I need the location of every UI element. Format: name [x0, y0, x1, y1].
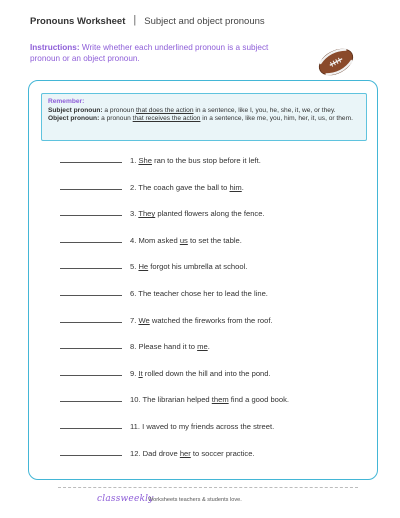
underlined-pronoun: me — [197, 342, 208, 352]
list-item — [60, 236, 360, 263]
answer-blank[interactable] — [60, 375, 122, 376]
question-pre: 2. The coach gave the ball to — [130, 182, 230, 192]
remember-title: Remember: — [48, 98, 85, 105]
question-pre: 11. I waved to my friends across the street. — [130, 421, 275, 431]
question-text — [130, 209, 265, 218]
object-post: in a sentence, like me, you, him, her, it, us, or them. — [200, 115, 353, 123]
instructions-label: Instructions: — [30, 43, 80, 52]
question-post: watched the fireworks from the roof. — [149, 315, 273, 325]
question-text — [130, 236, 242, 245]
list-item — [60, 262, 360, 289]
question-pre: 6. The teacher chose her to lead the line. — [130, 288, 268, 298]
underlined-pronoun: He — [138, 262, 149, 272]
question-pre: 8. Please hand it to — [130, 342, 198, 352]
underlined-pronoun: We — [138, 315, 150, 325]
object-underline: that receives the action — [132, 115, 201, 123]
answer-blank[interactable] — [60, 242, 122, 243]
question-post: ran to the bus stop before it left. — [151, 156, 261, 165]
question-text — [130, 156, 261, 165]
list-item — [60, 209, 360, 236]
object-pre: a pronoun — [99, 115, 133, 123]
subject-definition — [48, 107, 360, 116]
question-post: find a good book. — [228, 395, 290, 405]
answer-blank[interactable] — [60, 455, 122, 456]
underlined-pronoun: her — [179, 448, 191, 458]
answer-blank[interactable] — [60, 428, 122, 429]
worksheet-title: Pronouns Worksheet — [30, 15, 126, 27]
subject-pre: a pronoun — [102, 106, 136, 114]
brand-logo: classweekly — [97, 494, 154, 504]
question-pre: 10. The librarian helped — [130, 395, 212, 405]
footer-tagline: Worksheets teachers & students love. — [148, 497, 242, 503]
list-item — [60, 342, 360, 369]
list-item — [60, 369, 360, 396]
question-post: to soccer practice. — [190, 448, 255, 458]
question-pre: 12. Dad drove — [130, 448, 180, 458]
question-post: . — [207, 342, 210, 352]
question-text — [130, 289, 268, 298]
list-item — [60, 316, 360, 343]
object-definition — [48, 115, 360, 124]
question-pre: 7. — [130, 315, 139, 325]
answer-blank[interactable] — [60, 348, 122, 349]
question-post: forgot his umbrella at school. — [148, 262, 248, 272]
question-pre: 4. Mom asked — [130, 235, 180, 245]
footer-divider — [58, 487, 358, 488]
subject-term: Subject pronoun: — [48, 106, 103, 114]
worksheet-header — [30, 14, 380, 28]
question-text — [130, 422, 274, 431]
question-text — [130, 369, 271, 378]
question-pre: 9. — [130, 368, 139, 378]
worksheet-subtitle: Subject and object pronouns — [144, 15, 265, 27]
question-text — [130, 395, 289, 404]
question-pre: 1. — [130, 156, 139, 165]
remember-box — [41, 93, 367, 141]
list-item — [60, 422, 360, 449]
answer-blank[interactable] — [60, 162, 122, 163]
answer-blank[interactable] — [60, 189, 122, 190]
answer-blank[interactable] — [60, 215, 122, 216]
list-item — [60, 289, 360, 316]
answer-blank[interactable] — [60, 401, 122, 402]
instructions-text: Write whether each underlined pronoun is a subject pronoun or an object pronoun. — [30, 43, 269, 63]
question-pre: 5. — [130, 262, 139, 272]
header-separator: | — [133, 14, 137, 26]
question-post: . — [241, 182, 244, 192]
underlined-pronoun: us — [179, 235, 188, 245]
underlined-pronoun: him — [229, 182, 242, 192]
question-post: rolled down the hill and into the pond. — [142, 368, 271, 378]
football-icon — [316, 44, 356, 80]
underlined-pronoun: She — [138, 156, 152, 165]
list-item — [60, 395, 360, 422]
answer-blank[interactable] — [60, 295, 122, 296]
underlined-pronoun: It — [138, 368, 143, 378]
subject-underline: that does the action — [135, 106, 194, 114]
answer-blank[interactable] — [60, 322, 122, 323]
question-text — [130, 316, 273, 325]
question-pre: 3. — [130, 209, 139, 219]
list-item — [60, 183, 360, 210]
list-item — [60, 156, 360, 183]
underlined-pronoun: They — [138, 209, 156, 219]
underlined-pronoun: them — [211, 395, 229, 405]
question-text — [130, 183, 244, 192]
question-text — [130, 449, 255, 458]
list-item — [60, 449, 360, 476]
object-term: Object pronoun: — [48, 115, 100, 123]
worksheet-card — [28, 80, 378, 480]
instructions — [30, 42, 300, 64]
question-list — [60, 156, 360, 475]
question-text — [130, 262, 247, 271]
subject-post: in a sentence, like I, you, he, she, it, we, or they. — [193, 106, 336, 114]
answer-blank[interactable] — [60, 268, 122, 269]
question-post: planted flowers along the fence. — [155, 209, 265, 219]
question-post: to set the table. — [187, 235, 242, 245]
question-text — [130, 342, 210, 351]
